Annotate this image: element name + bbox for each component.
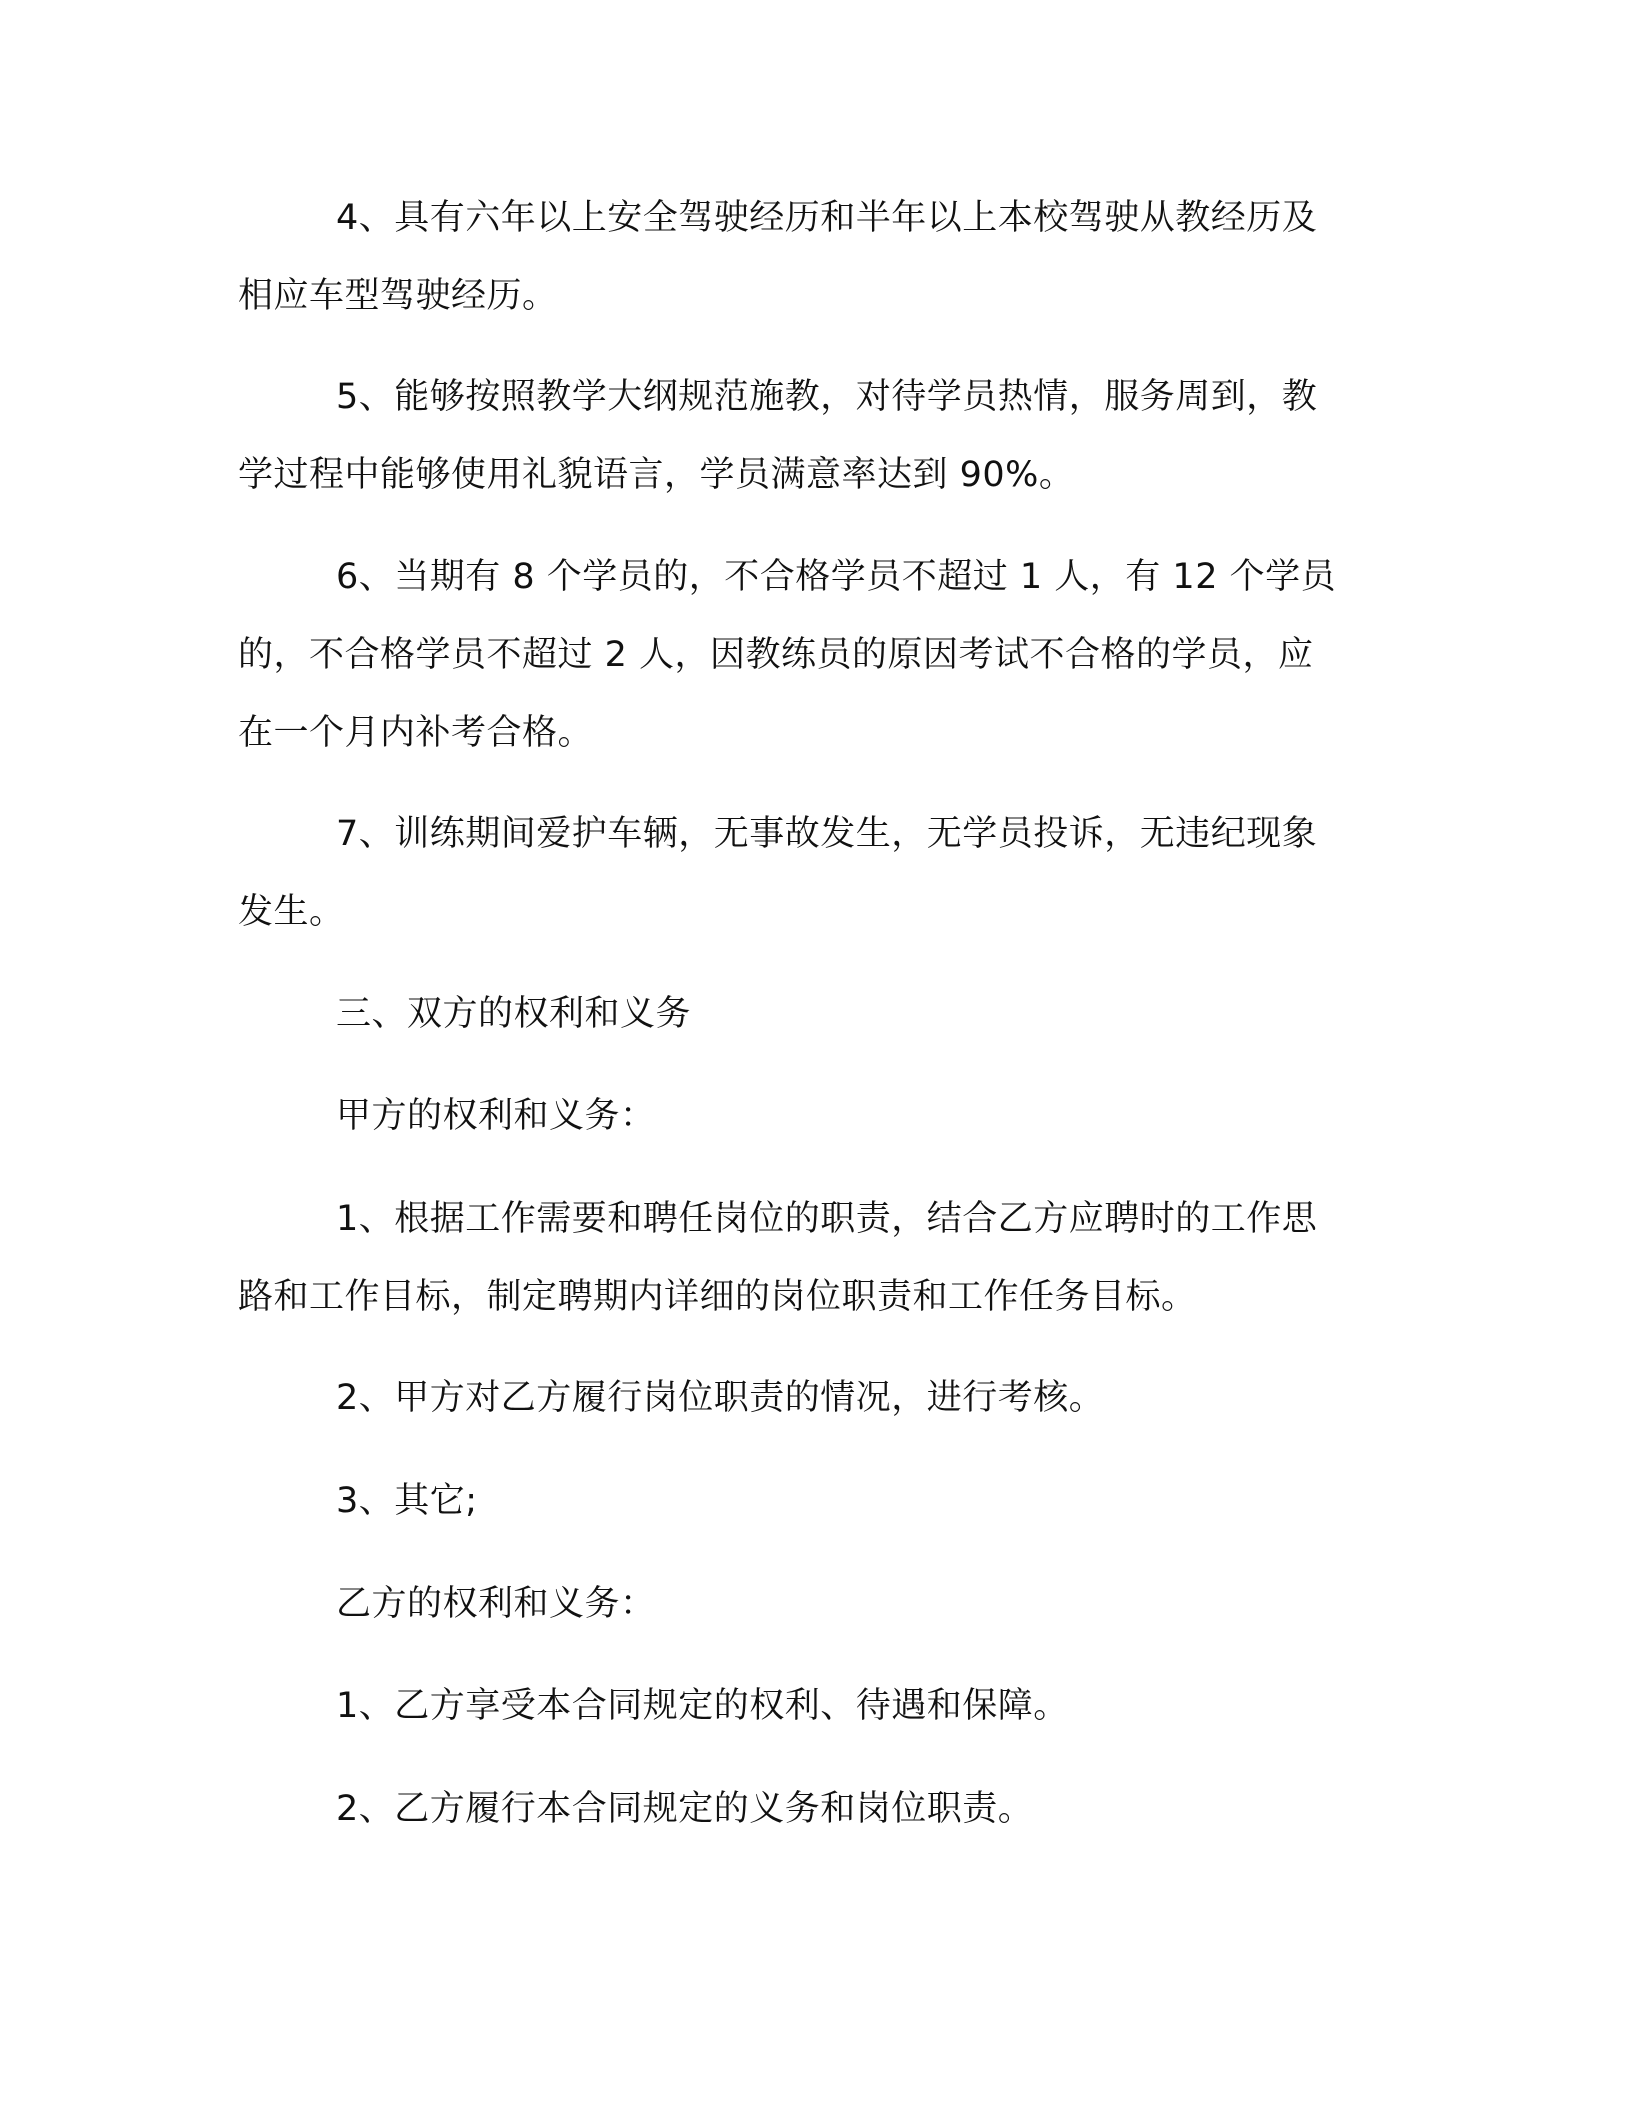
paragraph-line: 1、根据工作需要和聘任岗位的职责，结合乙方应聘时的工作思: [336, 1199, 1318, 1239]
paragraph-line: 4、具有六年以上安全驾驶经历和半年以上本校驾驶从教经历及: [336, 198, 1318, 238]
paragraph-line: 路和工作目标，制定聘期内详细的岗位职责和工作任务目标。: [238, 1277, 1197, 1317]
paragraph-line: 1、乙方享受本合同规定的权利、待遇和保障。: [336, 1686, 1069, 1726]
paragraph-line: 3、其它;: [336, 1481, 478, 1521]
paragraph-item-5: [238, 358, 1358, 514]
paragraph-line: 7、训练期间爱护车辆，无事故发生，无学员投诉，无违纪现象: [336, 814, 1318, 854]
subheading-party-a: [238, 1077, 1358, 1155]
paragraph-item-6: [238, 538, 1358, 772]
paragraph-line: 的，不合格学员不超过 2 人，因教练员的原因考试不合格的学员，应: [238, 635, 1314, 675]
paragraph-line: 三、双方的权利和义务: [336, 994, 692, 1034]
paragraph-line: 2、乙方履行本合同规定的义务和岗位职责。: [336, 1789, 1034, 1829]
paragraph-item-7: [238, 795, 1358, 951]
paragraph-line: 6、当期有 8 个学员的，不合格学员不超过 1 人，有 12 个学员: [336, 557, 1337, 597]
paragraph-party-a-2: [238, 1359, 1358, 1437]
paragraph-line: 在一个月内补考合格。: [238, 713, 594, 753]
paragraph-line: 5、能够按照教学大纲规范施教，对待学员热情，服务周到，教: [336, 377, 1318, 417]
paragraph-line: 学过程中能够使用礼貌语言，学员满意率达到 90%。: [238, 455, 1075, 495]
paragraph-party-a-1: [238, 1180, 1358, 1336]
paragraph-party-b-2: [238, 1770, 1358, 1848]
paragraph-line: 2、甲方对乙方履行岗位职责的情况，进行考核。: [336, 1378, 1105, 1418]
paragraph-item-4: [238, 179, 1358, 335]
paragraph-party-a-3: [238, 1462, 1358, 1540]
paragraph-line: 相应车型驾驶经历。: [238, 276, 558, 316]
paragraph-line: 乙方的权利和义务：: [336, 1584, 656, 1624]
subheading-party-b: [238, 1565, 1358, 1643]
paragraph-party-b-1: [238, 1667, 1358, 1745]
paragraph-line: 发生。: [238, 892, 345, 932]
paragraph-line: 甲方的权利和义务：: [336, 1096, 656, 1136]
section-heading-rights-obligations: [238, 975, 1358, 1053]
